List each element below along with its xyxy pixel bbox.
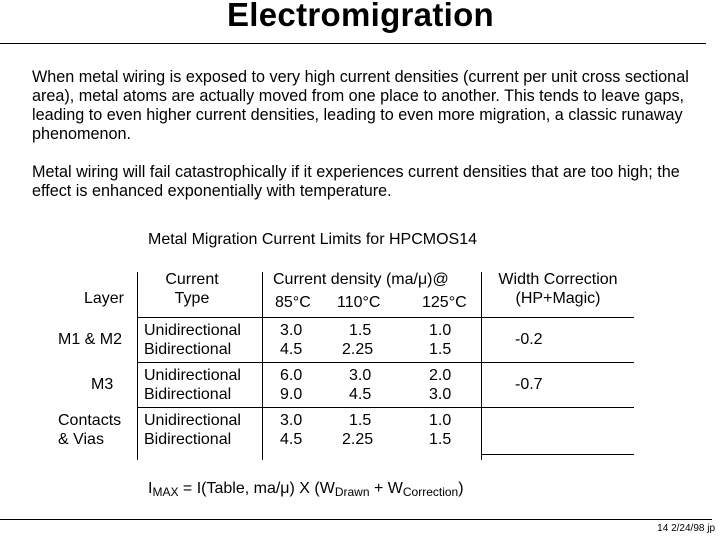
- current-formula: [148, 480, 464, 499]
- table-divider-layer: [137, 272, 138, 460]
- row-contacts-125-bi: 1.5: [429, 431, 452, 448]
- row-contacts-125-uni: 1.0: [429, 412, 452, 429]
- row-m1-m2-125-bi: 1.5: [429, 341, 452, 358]
- formula-plus: + W: [369, 480, 403, 497]
- page-footer: 14 2/24/98 jp: [657, 523, 715, 534]
- table-row-rule-2: [137, 407, 634, 408]
- paragraph-failure-note: Metal wiring will fail catastrophically if it experiences current densities that are too high; the effect is enhanced exponentially with temperature.: [32, 163, 680, 200]
- row-m1-m2-width-correction: -0.2: [515, 331, 543, 348]
- table-bottom-rule: [481, 454, 634, 455]
- table-title: Metal Migration Current Limits for HPCMOS14: [148, 231, 477, 248]
- row-m3-110-uni: 3.0: [349, 367, 372, 384]
- row-contacts-type-uni: Unidirectional: [144, 412, 241, 429]
- row-m1-m2-110-uni: 1.5: [349, 322, 372, 339]
- row-contacts-110-uni: 1.5: [349, 412, 372, 429]
- header-current-density: Current density (ma/μ)@: [273, 271, 449, 288]
- row-m3-85-bi: 9.0: [280, 386, 303, 403]
- formula-w-drawn-sub: Drawn: [334, 485, 370, 499]
- header-current-type-line1: Current: [165, 271, 219, 288]
- header-temp-125c: 125°C: [422, 294, 467, 311]
- row-m1-m2-type-bi: Bidirectional: [144, 341, 232, 358]
- row-contacts-layer-line2: & Vias: [58, 431, 104, 448]
- row-m1-m2-125-uni: 1.0: [429, 322, 452, 339]
- header-temp-110c: 110°C: [337, 294, 381, 311]
- row-m3-125-bi: 3.0: [429, 386, 452, 403]
- formula-i-sub: MAX: [152, 485, 179, 499]
- header-temp-85c: 85°C: [275, 294, 311, 311]
- header-width-correction-line2: (HP+Magic): [515, 290, 601, 307]
- row-m3-width-correction: -0.7: [515, 376, 543, 393]
- header-current-type-line2: Type: [174, 290, 210, 307]
- header-width-correction-line1: Width Correction: [498, 271, 618, 288]
- table-divider-density: [481, 272, 482, 460]
- row-m1-m2-type-uni: Unidirectional: [144, 322, 241, 339]
- row-contacts-85-uni: 3.0: [280, 412, 303, 429]
- title-divider: [0, 43, 706, 44]
- table-header-rule: [137, 317, 634, 318]
- row-m1-m2-85-uni: 3.0: [280, 322, 303, 339]
- row-m3-type-bi: Bidirectional: [144, 386, 232, 403]
- row-contacts-110-bi: 2.25: [342, 431, 374, 448]
- formula-mid: = I(Table, ma/μ) X (W: [178, 480, 335, 497]
- row-m1-m2-85-bi: 4.5: [280, 341, 303, 358]
- row-m1-m2-110-bi: 2.25: [342, 341, 374, 358]
- header-layer: Layer: [83, 290, 125, 307]
- formula-i: I: [148, 480, 153, 497]
- footer-divider: [0, 519, 712, 520]
- row-m3-type-uni: Unidirectional: [144, 367, 241, 384]
- row-m3-layer: M3: [91, 376, 114, 393]
- table-divider-type: [262, 272, 263, 460]
- paragraph-electromigration-intro: When metal wiring is exposed to very high current densities (current per unit cross sectional area), metal atoms are actually moved from one place to another. This tends to leave gaps, leading to even higher current densities, leading to even more migration, a classic runaway phenomenon.: [32, 68, 689, 143]
- table-row-rule-1: [137, 362, 634, 363]
- row-contacts-type-bi: Bidirectional: [144, 431, 232, 448]
- row-contacts-85-bi: 4.5: [280, 431, 303, 448]
- row-m3-125-uni: 2.0: [429, 367, 452, 384]
- formula-end: ): [458, 480, 464, 497]
- row-m1-m2-layer: M1 & M2: [58, 331, 123, 348]
- slide-title: Electromigration: [226, 0, 494, 33]
- row-contacts-layer-line1: Contacts: [58, 412, 122, 429]
- formula-w-correction-sub: Correction: [402, 485, 459, 499]
- row-m3-85-uni: 6.0: [280, 367, 303, 384]
- row-m3-110-bi: 4.5: [349, 386, 372, 403]
